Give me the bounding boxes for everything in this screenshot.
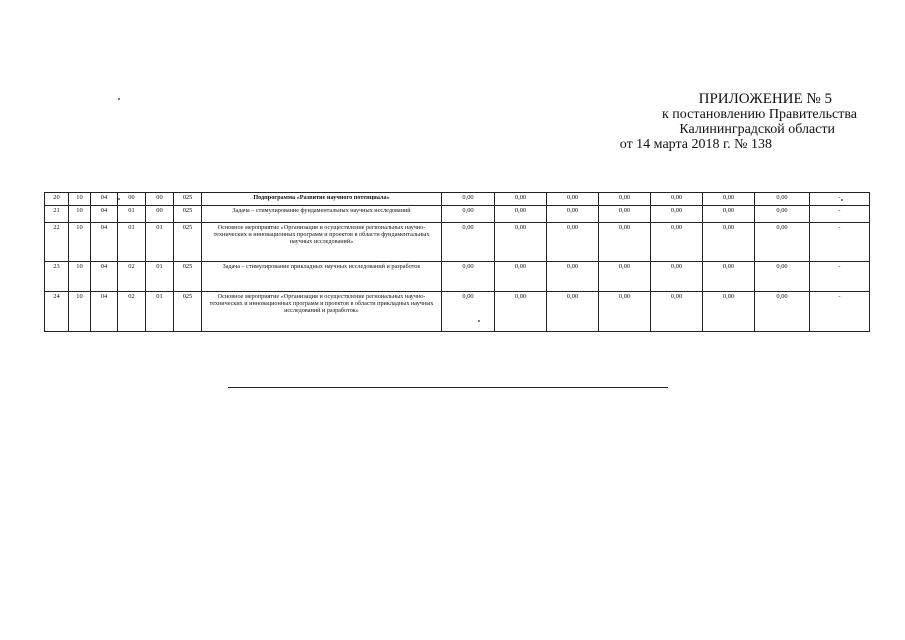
code-task: 01 <box>118 223 146 262</box>
value-4: 0,00 <box>599 262 651 292</box>
resolution-reference: к постановлению Правительства <box>661 107 857 122</box>
value-5: 0,00 <box>651 193 703 206</box>
value-2: 0,00 <box>495 292 547 332</box>
scan-speck <box>118 98 120 100</box>
scan-speck <box>118 198 120 200</box>
code-subprogram: 04 <box>91 206 118 223</box>
value-7: 0,00 <box>755 262 810 292</box>
code-measure: 00 <box>146 193 174 206</box>
table-row <box>45 193 870 206</box>
code-program: 10 <box>69 262 91 292</box>
value-7: 0,00 <box>755 223 810 262</box>
value-2: 0,00 <box>495 206 547 223</box>
value-6: 0,00 <box>703 206 755 223</box>
code-ministry: 025 <box>174 206 202 223</box>
value-1: 0,00 <box>442 223 495 262</box>
value-1: 0,00 <box>442 262 495 292</box>
value-4: 0,00 <box>599 193 651 206</box>
value-note: - <box>810 262 870 292</box>
table-row <box>45 206 870 223</box>
value-2: 0,00 <box>495 262 547 292</box>
code-program: 10 <box>69 206 91 223</box>
value-7: 0,00 <box>755 292 810 332</box>
table-row <box>45 223 870 262</box>
value-2: 0,00 <box>495 223 547 262</box>
code-ministry: 025 <box>174 262 202 292</box>
value-note: - <box>810 292 870 332</box>
value-5: 0,00 <box>651 292 703 332</box>
code-measure: 01 <box>146 223 174 262</box>
value-6: 0,00 <box>703 223 755 262</box>
value-3: 0,00 <box>547 206 599 223</box>
table-body <box>45 193 870 332</box>
code-task: 02 <box>118 262 146 292</box>
row-description: Основное мероприятие «Организация и осуществление региональных научно-технических и инновационных программ и проектов в области фундаментальных научных исследований» <box>202 223 442 262</box>
value-1: 0,00 <box>442 206 495 223</box>
code-subprogram: 04 <box>91 292 118 332</box>
code-subprogram: 04 <box>91 262 118 292</box>
value-4: 0,00 <box>599 292 651 332</box>
code-measure: 01 <box>146 262 174 292</box>
value-note: - <box>810 223 870 262</box>
value-7: 0,00 <box>755 206 810 223</box>
closing-line <box>228 387 668 388</box>
code-ministry: 025 <box>174 193 202 206</box>
value-1: 0,00 <box>442 193 495 206</box>
resolution-date-number: от 14 марта 2018 г. № 138 <box>619 137 772 152</box>
code-subprogram: 04 <box>91 193 118 206</box>
code-subprogram: 04 <box>91 223 118 262</box>
row-number: 20 <box>45 193 69 206</box>
row-number: 24 <box>45 292 69 332</box>
row-number: 21 <box>45 206 69 223</box>
value-5: 0,00 <box>651 262 703 292</box>
appendix-header <box>620 92 857 152</box>
row-description: Задача – стимулирование фундаментальных научных исследований <box>202 206 442 223</box>
table-row <box>45 292 870 332</box>
value-4: 0,00 <box>599 223 651 262</box>
code-ministry: 025 <box>174 223 202 262</box>
value-3: 0,00 <box>547 193 599 206</box>
scan-speck <box>478 320 480 322</box>
row-description: Подпрограмма «Развитие научного потенциала» <box>202 193 442 206</box>
row-number: 23 <box>45 262 69 292</box>
budget-table <box>44 192 870 332</box>
value-6: 0,00 <box>703 292 755 332</box>
row-description: Задача – стимулирование прикладных научных исследований и разработок <box>202 262 442 292</box>
value-1: 0,00 <box>442 292 495 332</box>
table-row <box>45 262 870 292</box>
code-task: 00 <box>118 193 146 206</box>
value-7: 0,00 <box>755 193 810 206</box>
value-note: - <box>810 206 870 223</box>
value-6: 0,00 <box>703 193 755 206</box>
value-6: 0,00 <box>703 262 755 292</box>
code-measure: 01 <box>146 292 174 332</box>
value-4: 0,00 <box>599 206 651 223</box>
value-note: - <box>810 193 870 206</box>
scan-speck <box>841 199 843 201</box>
code-program: 10 <box>69 292 91 332</box>
region-name: Калининградской области <box>679 122 835 137</box>
value-5: 0,00 <box>651 223 703 262</box>
value-2: 0,00 <box>495 193 547 206</box>
appendix-title: ПРИЛОЖЕНИЕ № 5 <box>698 91 832 107</box>
code-measure: 00 <box>146 206 174 223</box>
code-task: 02 <box>118 292 146 332</box>
code-program: 10 <box>69 223 91 262</box>
code-ministry: 025 <box>174 292 202 332</box>
code-program: 10 <box>69 193 91 206</box>
value-3: 0,00 <box>547 223 599 262</box>
row-number: 22 <box>45 223 69 262</box>
row-description: Основное мероприятие «Организация и осуществление региональных научно-технических и инновационных программ и проектов в области прикладных научных исследований и разработок» <box>202 292 442 332</box>
value-3: 0,00 <box>547 262 599 292</box>
value-5: 0,00 <box>651 206 703 223</box>
value-3: 0,00 <box>547 292 599 332</box>
code-task: 01 <box>118 206 146 223</box>
